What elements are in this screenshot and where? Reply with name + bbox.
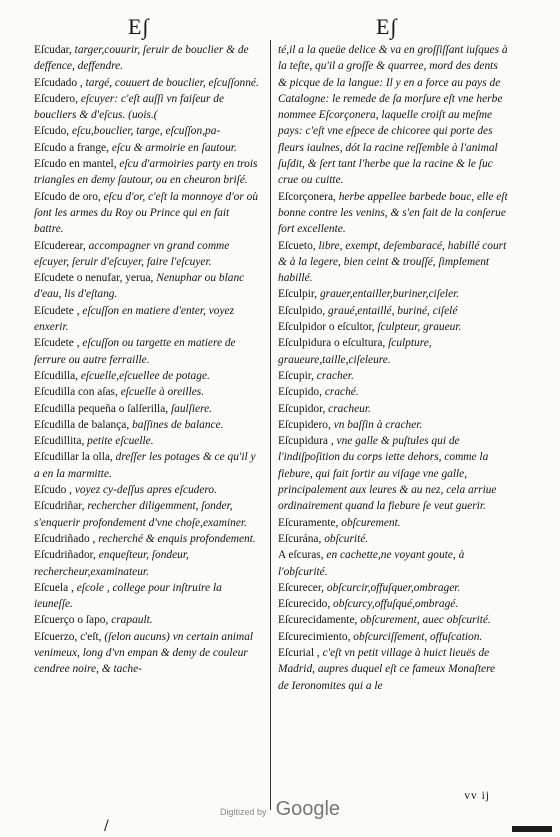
dictionary-entry (278, 319, 508, 335)
entry-definition: herbe appellee barbede bouc, elle eſt bonne contre les venins, & s'en fait de la conſerue fort excellente. (278, 190, 508, 236)
entry-headword: Eſcudete o nenufar, yerua, (34, 272, 154, 285)
entry-headword: Eſcudillita, (34, 435, 85, 448)
entry-headword: Eſcuerzo, c'eſt, (34, 630, 102, 643)
entry-definition: en cachette,ne voyant goute, à l'obſcurité. (278, 549, 465, 578)
dictionary-entry (34, 629, 260, 678)
entry-headword: Eſcurecimiento, (278, 630, 351, 643)
dictionary-entry (34, 580, 260, 613)
entry-definition: dreſſer les potages & ce qu'il y a en la marmitte. (34, 451, 256, 480)
entry-definition: crapault. (111, 614, 153, 627)
dictionary-entry (34, 433, 260, 449)
digitized-by-text: Digitized by (219, 807, 267, 817)
dictionary-entry (278, 384, 508, 400)
entry-definition: té,il a la queüe delice & va en groſſiſſant iuſques à la teſte, qu'il a groſſe & quarree, mord des dents & picque de la langue: Il y en a force au pays de Catalogne: le remede de ſa morſure eſt vne herbe nommee Eſcorçonera, laquelle croiſt au meſme pays: c'eſt vne eſpece de chicoree qui porte des fleurs iaulnes, dót la racine reſſemble à l'animal ſuſdit, & ſert tant l'herbe que la racine & le ſuc crue ou cuitte. (278, 44, 508, 187)
entry-definition: obſcurciſſement, offuſcation. (353, 630, 483, 643)
entry-headword: Eſcuerço o ſapo, (34, 614, 109, 627)
entry-headword: Eſcudillar la olla, (34, 451, 113, 464)
entry-headword: Eſcurecidamente, (278, 614, 358, 627)
dictionary-entry (278, 629, 508, 645)
dictionary-entry (34, 417, 260, 433)
entry-headword: Eſcudo, (34, 125, 70, 138)
dictionary-entry (34, 547, 260, 580)
entry-definition: petite eſcuelle. (87, 435, 154, 448)
entry-headword: Eſculpido, (278, 304, 326, 317)
entry-definition: enqueſteur, ſondeur, rechercheur,examinateur. (34, 549, 189, 578)
entry-definition: ſculpture, graueure,taille,ciſeleure. (278, 337, 432, 366)
entry-definition: obſcurement. (341, 516, 401, 529)
right-column (278, 42, 508, 694)
dictionary-entry (278, 531, 508, 547)
dictionary-entry (34, 75, 260, 91)
entry-headword: Eſcudo de oro, (34, 190, 101, 203)
dictionary-entry (278, 433, 508, 514)
dictionary-entry (34, 238, 260, 271)
entry-definition: graué,entaillé, buriné, ciſelé (328, 304, 458, 317)
dictionary-entry (278, 303, 508, 319)
entry-definition: obſcurement, auec obſcurité. (360, 614, 491, 627)
google-logo: Google (275, 798, 341, 820)
entry-headword: Eſcudilla, (34, 369, 78, 382)
left-column (34, 42, 260, 678)
entry-headword: Eſcurial , (278, 646, 320, 659)
entry-headword: Eſcudo a frange, (34, 141, 109, 154)
dictionary-entry (34, 401, 260, 417)
dictionary-entry (278, 645, 508, 694)
entry-definition: targé, couuert de bouclier, eſcuſſonné. (85, 76, 259, 89)
dictionary-entry (34, 335, 260, 368)
entry-headword: Eſcudero, (34, 92, 78, 105)
dictionary-entry (278, 596, 508, 612)
dictionary-entry (34, 449, 260, 482)
dictionary-entry (34, 612, 260, 628)
entry-definition: vne galle & puſtules qui de l'indiſpoſition du corps iette dehors, comme la fiebure, qui fait ſortir au viſage vne galle, principalement aux leures & au nez, cela arriue ordinairement quand la fiebure ſe veut guerir. (278, 435, 497, 513)
entry-headword: A eſcuras, (278, 549, 324, 562)
entry-headword: Eſcuderear, (34, 239, 86, 252)
dictionary-entry (34, 531, 260, 547)
entry-definition: accompagner vn grand comme eſcuyer, ſeruir d'eſcuyer, faire l'eſcuyer. (34, 239, 230, 268)
entry-headword: Eſcudriñado , (34, 532, 96, 545)
scan-artifact-bar (512, 826, 552, 832)
entry-headword: Eſcurána, (278, 532, 322, 545)
entry-headword: Eſcudete , (34, 337, 80, 350)
entry-definition: eſcu d'or, c'eſt la monnoye d'or où ſont les armes du Roy ou Prince qui en fait battre. (34, 190, 259, 236)
entry-headword: Eſcueto, (278, 239, 316, 252)
dictionary-entry (278, 417, 508, 433)
entry-headword: Eſcupidero, (278, 418, 331, 431)
dictionary-entry (34, 156, 260, 189)
dictionary-entry (278, 368, 508, 384)
entry-definition: (ſelon aucuns) vn certain animal venimeux, long d'vn empan & demy de couleur cendree noire, & tache- (34, 630, 254, 676)
entry-headword: Eſcupir, (278, 369, 314, 382)
catchword: vv ij (464, 790, 490, 802)
dictionary-entry (34, 189, 260, 238)
entry-definition: obſcurcir,offuſquer,ombrager. (326, 581, 461, 594)
entry-definition: cracheur. (328, 402, 371, 415)
entry-headword: Eſcudilla pequeña o ſalſerilla, (34, 402, 169, 415)
entry-headword: Eſcupidura , (278, 435, 334, 448)
entry-headword: Eſcurecido, (278, 598, 331, 611)
dictionary-entry (34, 303, 260, 336)
entry-headword: Eſcupidor, (278, 402, 326, 415)
dictionary-entry (278, 515, 508, 531)
dictionary-entry (34, 482, 260, 498)
entry-definition: vn baſſin à cracher. (333, 418, 423, 431)
dictionary-entry (34, 42, 260, 75)
dictionary-entry (278, 238, 508, 287)
entry-definition: obſcurité. (324, 532, 369, 545)
dictionary-entry (278, 580, 508, 596)
dictionary-entry (278, 547, 508, 580)
scan-artifact-mark: / (104, 818, 109, 834)
entry-headword: Eſcurecer, (278, 581, 325, 594)
entry-definition: rechercher diligemment, ſonder, s'enquerir profondement d'vne choſe,examiner. (34, 500, 247, 529)
entry-headword: Eſcuramente, (278, 516, 339, 529)
entry-definition: eſcuſſon en matiere d'enter, voyez enxerir. (34, 304, 235, 334)
dictionary-entry (34, 270, 260, 303)
entry-definition: eſcole , college pour inſtruire la ieuneſſe. (34, 581, 222, 611)
entry-definition: eſcuelle à oreilles. (120, 386, 205, 399)
entry-headword: Eſcudo en mantel, (34, 158, 117, 171)
entry-definition: eſcuſſon ou targette en matiere de ſerrure ou autre ferraille. (34, 337, 236, 366)
entry-headword: Eſculpidor o eſcultor, (278, 321, 375, 334)
dictionary-entry (278, 286, 508, 302)
entry-headword: Eſcudete , (34, 304, 80, 317)
entry-headword: Eſcudilla de balança, (34, 418, 130, 431)
entry-headword: Eſcudilla con aſas, (34, 386, 118, 399)
entry-headword: Eſcudriñador, (34, 549, 96, 562)
entry-definition: eſcu & armoirie en ſautour. (111, 141, 237, 154)
entry-headword: Eſcupido, (278, 386, 322, 399)
header-right: E∫ (376, 14, 398, 39)
dictionary-entry (278, 189, 508, 238)
dictionary-entry (34, 123, 260, 139)
entry-headword: Eſcudar, (34, 44, 72, 56)
column-divider (270, 40, 271, 810)
entry-definition: baſſines de balance. (132, 418, 224, 431)
entry-definition: eſcuyer: c'eſt auſſi vn faiſeur de boucliers & d'eſcus. (uois.( (34, 92, 225, 122)
entry-headword: Eſcudriñar, (34, 500, 85, 513)
entry-definition: grauer,entailler,buriner,ciſeler. (319, 288, 460, 301)
entry-definition: libre, exempt, deſembaracé, habillé court & à la legere, bien ceint & trouſſé, ſimplement habillé. (278, 239, 507, 285)
digitization-footer (0, 798, 560, 821)
entry-headword: Eſcudo , (34, 484, 72, 497)
entry-headword: Eſculpidura o eſcultura, (278, 337, 386, 350)
header-left: E∫ (128, 14, 150, 39)
entry-headword: Eſcuela , (34, 581, 74, 594)
running-header (0, 14, 560, 40)
entry-definition: craché. (324, 386, 359, 399)
entry-headword: Eſcorçonera, (278, 190, 336, 203)
entry-definition: recherché & enquis profondement. (98, 532, 256, 545)
entry-definition: eſcuelle,eſcuellee de potage. (80, 369, 210, 382)
entry-headword: Eſcudado , (34, 76, 83, 89)
entry-definition: Nenuphar ou blanc d'eau, lis d'eſtang. (34, 272, 245, 301)
dictionary-entry (278, 42, 508, 189)
entry-definition: voyez cy-deſſus apres eſcudero. (74, 484, 217, 497)
entry-definition: obſcurcy,offuſqué,ombragé. (333, 598, 459, 611)
entry-definition: targer,couurir, ſeruir de bouclier & de deffence, deffendre. (34, 44, 249, 73)
dictionary-entry (278, 401, 508, 417)
dictionary-entry (34, 140, 260, 156)
entry-definition: cracher. (316, 369, 354, 382)
entry-definition: eſcu,bouclier, targe, eſcuſſon,pa- (71, 125, 221, 138)
entry-definition: ſculpteur, graueur. (377, 321, 462, 334)
entry-definition: ſaulſiere. (170, 402, 212, 415)
dictionary-entry (34, 384, 260, 400)
entry-definition: eſcu d'armoiries party en trois triangles en demy ſautour, ou en cheuron briſé. (34, 158, 258, 187)
dictionary-entry (34, 498, 260, 531)
dictionary-entry (34, 91, 260, 124)
dictionary-entry (278, 612, 508, 628)
entry-headword: Eſculpir, (278, 288, 318, 301)
dictionary-entry (278, 335, 508, 368)
entry-definition: c'eſt vn petit village à huict lieuës de Madrid, aupres duquel eſt ce fameux Monaſtere de Ieronomites qui a le (278, 646, 496, 692)
dictionary-entry (34, 368, 260, 384)
